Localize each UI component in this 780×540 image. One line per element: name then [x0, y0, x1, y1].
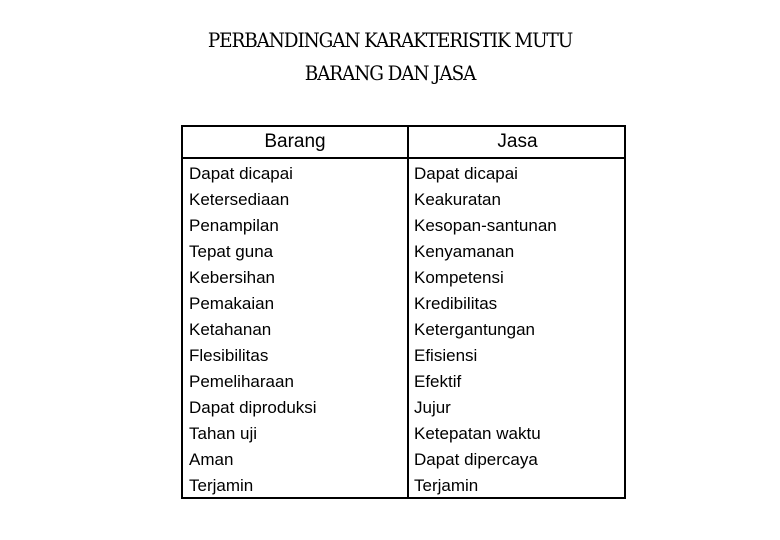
barang-item: Flesibilitas [189, 346, 269, 365]
jasa-item: Keakuratan [414, 190, 501, 209]
title-line-2: BARANG DAN JASA [304, 61, 476, 85]
barang-item: Kebersihan [189, 268, 276, 287]
jasa-item: Ketergantungan [414, 320, 535, 339]
header-divider [183, 157, 624, 159]
barang-item: Pemeliharaan [189, 372, 294, 391]
jasa-item: Jujur [414, 398, 451, 417]
header-barang: Barang [264, 131, 326, 152]
header-jasa: Jasa [497, 131, 538, 152]
jasa-column [414, 161, 557, 499]
jasa-item: Efektif [414, 372, 462, 391]
barang-item: Pemakaian [189, 294, 275, 313]
jasa-item: Dapat dicapai [414, 164, 518, 183]
barang-item: Dapat diproduksi [189, 398, 317, 417]
barang-item: Aman [189, 450, 234, 469]
barang-column [189, 161, 317, 499]
barang-item: Ketersediaan [189, 190, 290, 209]
jasa-item: Terjamin [414, 476, 479, 495]
jasa-item: Efisiensi [414, 346, 478, 365]
jasa-item: Kesopan-santunan [414, 216, 557, 235]
title-line-1: PERBANDINGAN KARAKTERISTIK MUTU [207, 28, 573, 52]
jasa-item: Kredibilitas [414, 294, 498, 313]
jasa-item: Kompetensi [414, 268, 504, 287]
comparison-table [181, 125, 626, 499]
column-divider [407, 127, 409, 497]
barang-item: Dapat dicapai [189, 164, 293, 183]
barang-item: Tahan uji [189, 424, 258, 443]
barang-item: Ketahanan [189, 320, 272, 339]
barang-item: Tepat guna [189, 242, 274, 261]
barang-item: Terjamin [189, 476, 254, 495]
barang-item: Penampilan [189, 216, 279, 235]
jasa-item: Ketepatan waktu [414, 424, 541, 443]
jasa-item: Dapat dipercaya [414, 450, 538, 469]
jasa-item: Kenyamanan [414, 242, 515, 261]
